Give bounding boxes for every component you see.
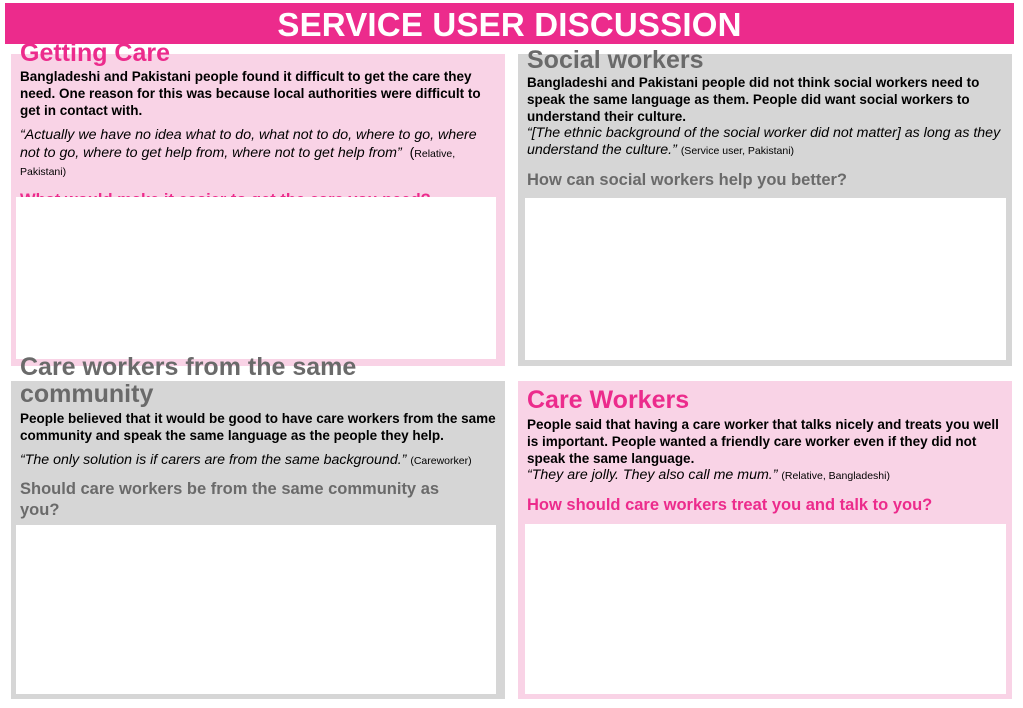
- care-workers-answer-box[interactable]: [525, 524, 1006, 694]
- social-workers-source: (Service user, Pakistani): [680, 145, 795, 157]
- getting-care-panel: [11, 39, 505, 366]
- social-workers-panel: [518, 46, 1012, 366]
- getting-care-text: Bangladeshi and Pakistani people found it difficult to get the care they need. One reason for this was because local authorities were difficult to get in contact with.: [20, 69, 481, 118]
- care-workers-question: How should care workers treat you and talk to you?: [527, 496, 933, 514]
- same-community-panel: [11, 353, 505, 699]
- getting-care-source: Relative, Pakistani): [20, 148, 456, 178]
- page-title: SERVICE USER DISCUSSION: [5, 3, 1014, 44]
- social-workers-text: Bangladeshi and Pakistani people did not think social workers need to speak the same language as them. People did want social workers to understand their culture.: [527, 75, 980, 124]
- same-community-quote: “The only solution is if carers are from the same background.”: [20, 452, 407, 468]
- social-workers-title: Social workers: [527, 46, 704, 74]
- getting-care-quote: “Actually we have no idea what to do, what not to do, where to go, where not to go, where to get help from, where not to get help from”: [20, 127, 477, 161]
- care-workers-title: Care Workers: [527, 386, 690, 414]
- social-workers-question: How can social workers help you better?: [527, 171, 848, 189]
- getting-care-answer-box[interactable]: [16, 197, 496, 359]
- same-community-answer-box[interactable]: [16, 525, 496, 694]
- care-workers-quote: “They are jolly. They also call me mum.”: [527, 467, 778, 483]
- care-workers-panel: [518, 381, 1012, 699]
- getting-care-source-paren: (: [409, 144, 415, 160]
- care-workers-source: (Relative, Bangladeshi): [781, 470, 890, 482]
- social-workers-quote: “[The ethnic background of the social worker did not matter] as long as they understand the culture.”: [527, 125, 1001, 158]
- care-workers-text: People said that having a care worker that talks nicely and treats you well is important. People wanted a friendly care worker even if they did not speak the same language.: [527, 417, 999, 466]
- same-community-question: Should care workers be from the same community as you?: [20, 480, 440, 519]
- getting-care-title: Getting Care: [20, 39, 171, 67]
- same-community-title: Care workers from the same community: [20, 353, 357, 408]
- social-workers-answer-box[interactable]: [525, 198, 1006, 360]
- same-community-source: (Careworker): [410, 455, 472, 467]
- same-community-text: People believed that it would be good to have care workers from the same community and speak the same language as the people they help.: [20, 411, 496, 443]
